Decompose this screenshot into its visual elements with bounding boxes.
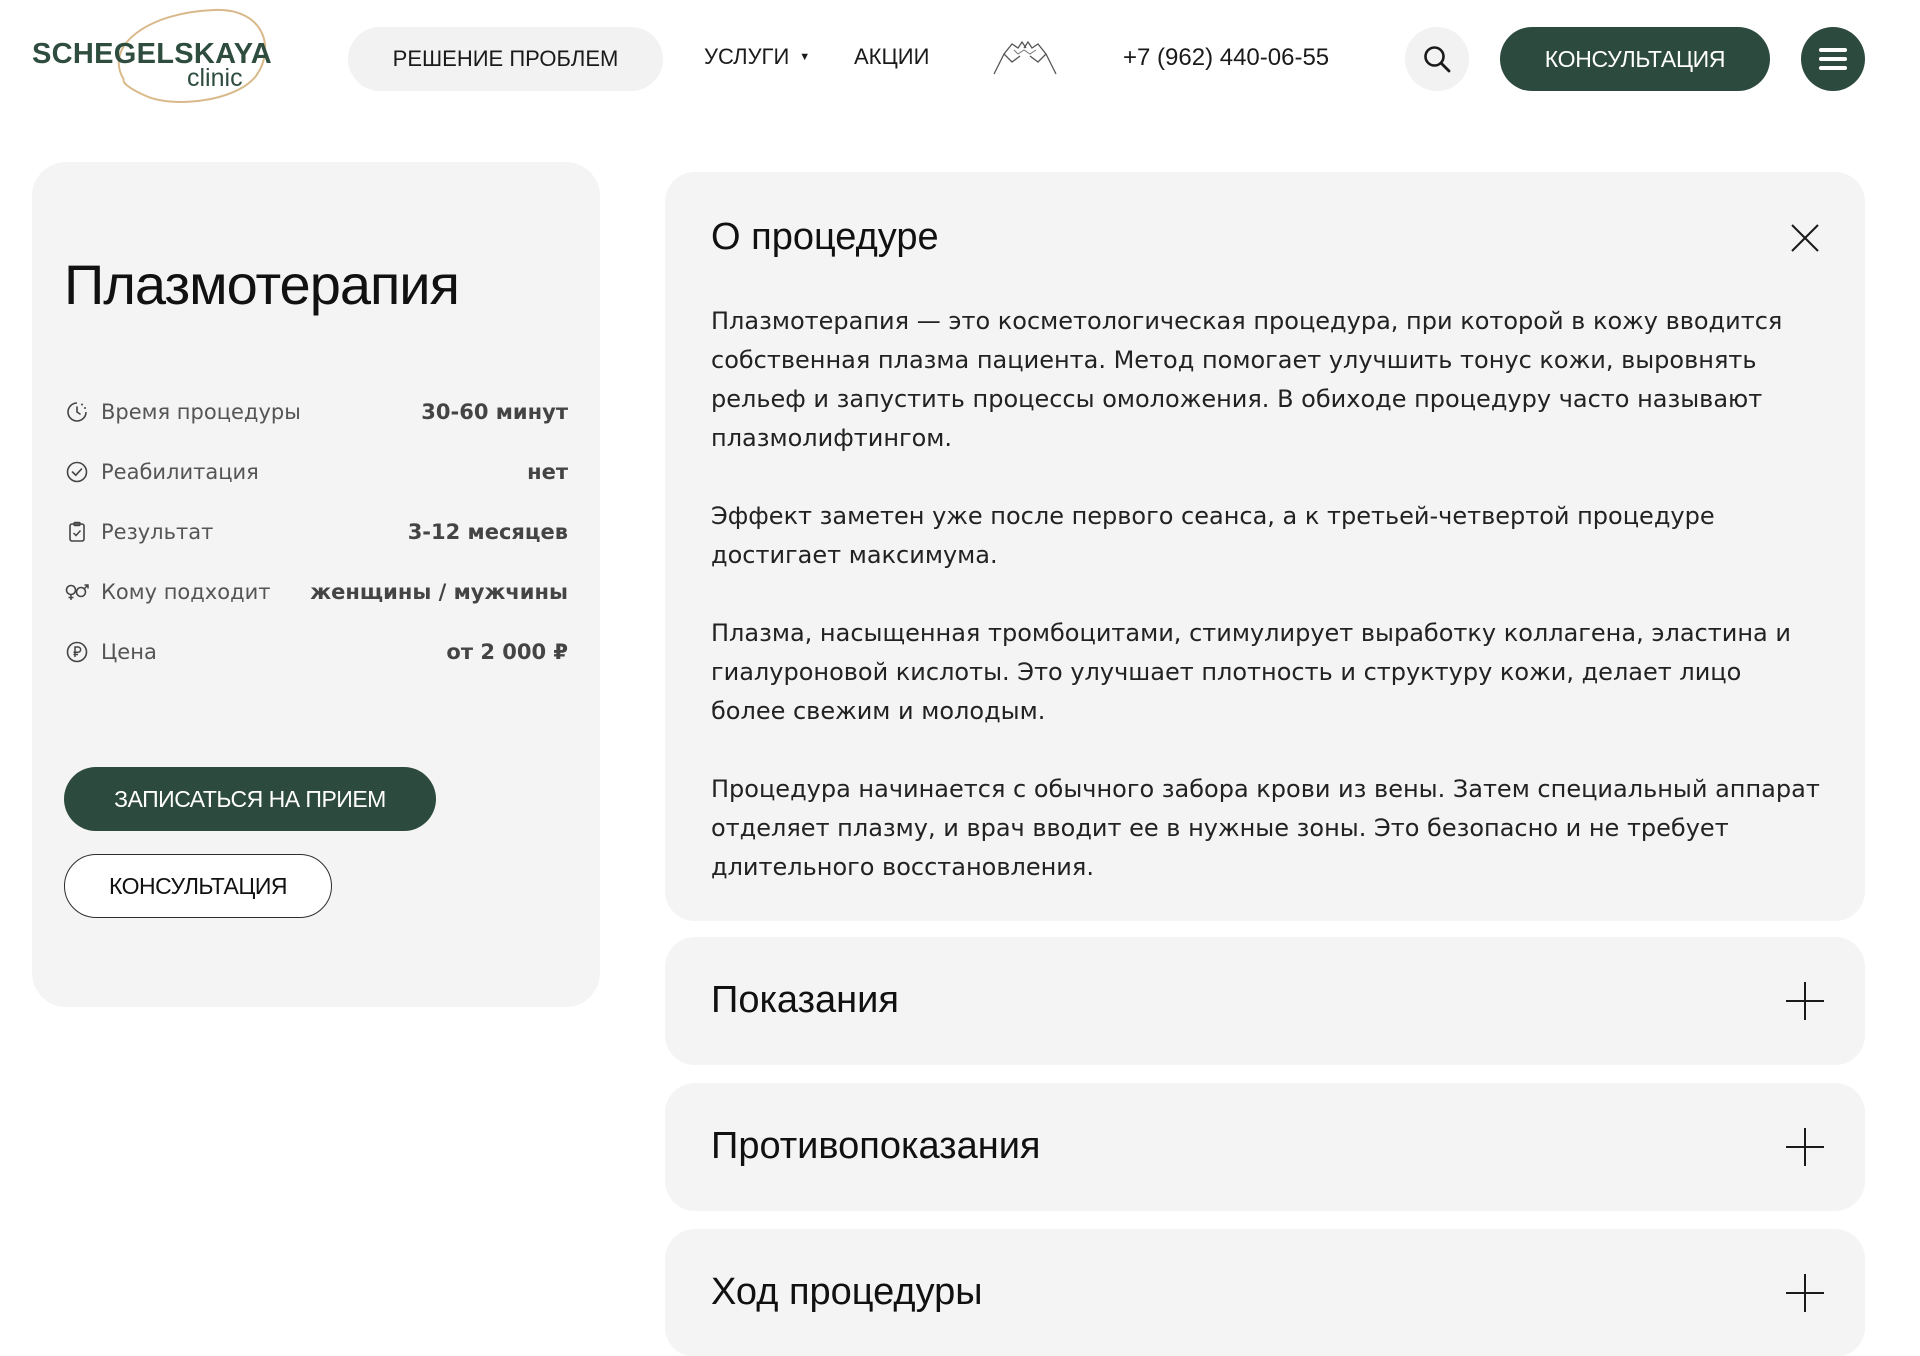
clock-icon [64, 399, 90, 425]
accordion-title: Показания [711, 979, 899, 1021]
accordion-item-procedure-course[interactable] [665, 1229, 1865, 1356]
site-header [0, 0, 1920, 120]
info-value: женщины / мужчины [310, 580, 568, 604]
procedure-summary-card [32, 162, 600, 1007]
logo-main-text: SCHEGELSKAYA [32, 38, 272, 70]
info-row-audience [64, 562, 568, 622]
accordion-item-indications[interactable] [665, 937, 1865, 1065]
accordion-item-about [665, 172, 1865, 921]
accordion-title[interactable]: О процедуре [711, 216, 939, 258]
menu-button[interactable] [1801, 27, 1865, 91]
accordion-title: Ход процедуры [711, 1271, 983, 1313]
plus-icon[interactable] [1783, 1271, 1827, 1315]
info-value: от 2 000 ₽ [446, 640, 568, 664]
nav-promo[interactable]: АКЦИИ [854, 44, 930, 69]
consult-header-button[interactable]: КОНСУЛЬТАЦИЯ [1500, 27, 1770, 91]
accordion-body [711, 302, 1821, 887]
hands-icon [990, 34, 1060, 80]
close-icon[interactable] [1783, 216, 1827, 260]
paragraph: Эффект заметен уже после первого сеанса, а к третьей-четвертой процедуре достигает максимума. [711, 502, 1715, 569]
info-label: Результат [101, 520, 214, 544]
check-circle-icon [64, 459, 90, 485]
accordion-item-contraindications[interactable] [665, 1083, 1865, 1211]
gender-icon [64, 579, 90, 605]
info-label: Цена [101, 640, 157, 664]
info-label: Кому подходит [101, 580, 271, 604]
plus-icon[interactable] [1783, 1125, 1827, 1169]
phone-link[interactable]: +7 (962) 440-06-55 [1123, 44, 1330, 71]
problems-button[interactable]: РЕШЕНИЕ ПРОБЛЕМ [348, 27, 663, 91]
hamburger-icon [1819, 48, 1847, 70]
info-row-duration [64, 382, 568, 442]
paragraph: Плазмотерапия — это косметологическая процедура, при которой в кожу вводится собственная плазма пациента. Метод помогает улучшить тонус кожи, выровнять рельеф и запустить процессы омоложения. В обиходе процедуру часто называют плазмолифтингом. [711, 307, 1783, 452]
info-value: 30-60 минут [421, 400, 568, 424]
search-button[interactable] [1405, 27, 1469, 91]
procedure-info-list [64, 382, 568, 682]
clinic-logo[interactable] [32, 4, 272, 104]
info-label: Реабилитация [101, 460, 259, 484]
clipboard-icon [64, 519, 90, 545]
nav-services-label: УСЛУГИ [704, 44, 790, 69]
paragraph: Процедура начинается с обычного забора крови из вены. Затем специальный аппарат отделяет плазму, и врач вводит ее в нужные зоны. Это безопасно и не требует длительного восстановления. [711, 775, 1820, 881]
consult-button[interactable]: КОНСУЛЬТАЦИЯ [64, 854, 332, 918]
page-title: Плазмотерапия [64, 253, 459, 316]
info-value: 3-12 месяцев [407, 520, 568, 544]
paragraph: Плазма, насыщенная тромбоцитами, стимулирует выработку коллагена, эластина и гиалуроновой кислоты. Это улучшает плотность и структуру кожи, делает лицо более свежим и молодым. [711, 619, 1791, 725]
search-icon [1422, 44, 1452, 74]
info-value: нет [527, 460, 568, 484]
accordion-title: Противопоказания [711, 1125, 1041, 1167]
nav-services[interactable] [704, 44, 810, 70]
plus-icon[interactable] [1783, 979, 1827, 1023]
info-row-rehab [64, 442, 568, 502]
info-row-result [64, 502, 568, 562]
caret-down-icon: ▼ [799, 51, 811, 63]
info-label: Время процедуры [101, 400, 301, 424]
info-row-price [64, 622, 568, 682]
book-appointment-button[interactable]: ЗАПИСАТЬСЯ НА ПРИЕМ [64, 767, 436, 831]
ruble-icon [64, 639, 90, 665]
logo-sub-text: clinic [187, 64, 243, 92]
